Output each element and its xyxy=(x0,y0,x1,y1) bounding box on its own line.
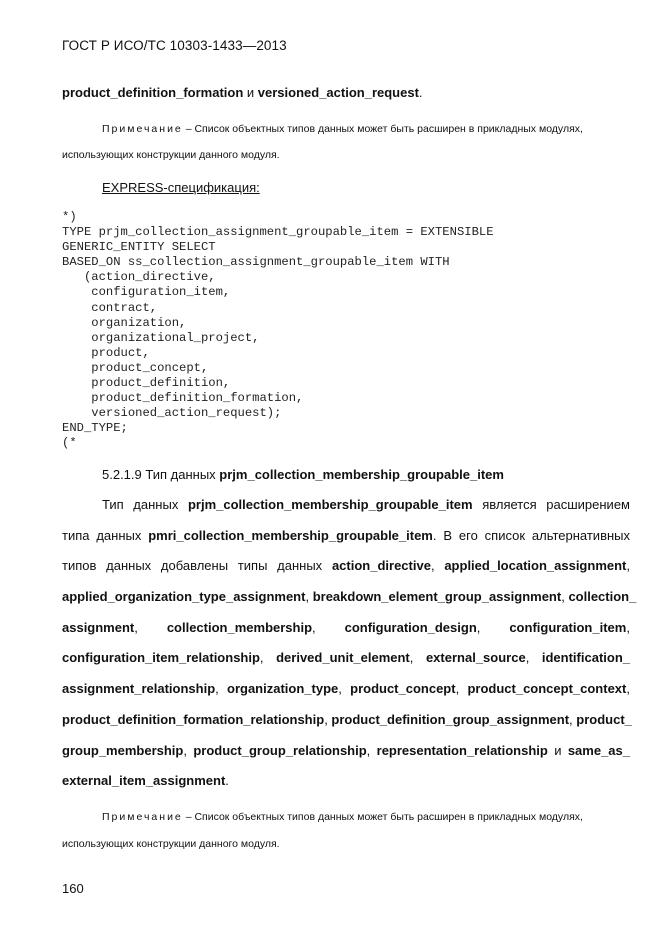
text-run: Тип данных xyxy=(102,497,188,512)
express-code-block: *) TYPE prjm_collection_assignment_groupable_item = EXTENSIBLE GENERIC_ENTITY SELECT BASED_ON ss_collection_assignment_groupable_item WITH (action_directive, configuration_item, contract, organization, organizational_project, product, product_concept, product_definition, product_definition_formation, versioned_action_request); END_TYPE; (* xyxy=(62,210,494,451)
text-run: типов данных добавлены типы данных xyxy=(62,558,332,574)
entity-name: representation_relationship xyxy=(376,742,548,758)
entity-name: configuration_design xyxy=(344,619,477,635)
paragraph-line-2 xyxy=(62,521,630,552)
text-run: . xyxy=(225,773,229,789)
text-run: , xyxy=(430,558,445,574)
entity-name: product_concept xyxy=(350,681,456,697)
note-1-label: Примечание xyxy=(102,123,183,135)
text-run: , xyxy=(324,711,332,727)
section-heading xyxy=(102,467,504,482)
paragraph-line-6 xyxy=(62,643,630,674)
text-run: , xyxy=(626,681,630,697)
entity-name: assignment_relationship xyxy=(62,681,216,697)
page-number: 160 xyxy=(62,881,84,896)
entity-name: applied_location_assignment xyxy=(444,558,627,574)
text-run: , xyxy=(338,681,351,697)
note-2-line-2: использующих конструкции данного модуля. xyxy=(62,838,280,850)
text-run: . В его список альтернативных xyxy=(432,527,630,543)
paragraph-line-3 xyxy=(62,551,630,582)
text-run: , xyxy=(626,619,630,635)
note-2-label: Примечание xyxy=(102,811,183,823)
paragraph-line-8 xyxy=(62,705,630,736)
text-run: , xyxy=(455,681,468,697)
note-1-line-1 xyxy=(102,123,583,135)
text-run: , xyxy=(409,650,426,666)
body-paragraph xyxy=(62,490,637,797)
paragraph-line-10 xyxy=(62,766,630,797)
intro-text-2: . xyxy=(418,85,423,100)
note-2-line-1 xyxy=(102,811,583,823)
paragraph-line-9 xyxy=(62,736,630,767)
text-run: , xyxy=(215,681,228,697)
entity-name: product_group_relationship xyxy=(193,742,367,758)
entity-name: pmri_collection_membership_groupable_item xyxy=(148,527,433,543)
text-run: , xyxy=(305,589,313,605)
entity-name: configuration_item xyxy=(509,619,627,635)
text-run: , xyxy=(366,742,377,758)
entity-name: identification_ xyxy=(541,650,630,666)
entity-name: same_as_ xyxy=(567,742,630,758)
text-run: является расширением xyxy=(472,497,630,512)
note-1-line-2: использующих конструкции данного модуля. xyxy=(62,149,280,161)
paragraph-line-4 xyxy=(62,582,637,613)
note-2-text: – Список объектных типов данных может быть расширен в прикладных модулях, xyxy=(182,811,583,823)
intro-term-2: versioned_action_request xyxy=(257,85,419,100)
entity-name: derived_unit_element xyxy=(276,650,410,666)
page-header: ГОСТ Р ИСО/ТС 10303-1433—2013 xyxy=(62,38,287,53)
text-run: , xyxy=(476,619,510,635)
text-run: и xyxy=(547,742,568,758)
text-run: , xyxy=(312,619,345,635)
text-run: , xyxy=(569,711,577,727)
entity-name: action_directive xyxy=(331,558,431,574)
section-number: 5.2.1.9 xyxy=(102,467,142,482)
paragraph-line-1 xyxy=(62,490,630,521)
entity-name: collection_membership xyxy=(166,619,313,635)
intro-text-1: и xyxy=(243,85,258,100)
intro-line xyxy=(62,85,423,100)
entity-name: group_membership xyxy=(62,742,184,758)
entity-name: assignment xyxy=(62,619,135,635)
text-run: , xyxy=(259,650,277,666)
text-run: , xyxy=(626,558,630,574)
text-run: , xyxy=(134,619,167,635)
text-run: , xyxy=(561,589,569,605)
section-name: prjm_collection_membership_groupable_item xyxy=(219,467,504,482)
entity-name: collection_ xyxy=(568,589,637,605)
paragraph-line-5 xyxy=(62,613,630,644)
entity-name: organization_type xyxy=(227,681,339,697)
entity-name: external_item_assignment xyxy=(62,773,226,789)
intro-term-1: product_definition_formation xyxy=(62,85,244,100)
entity-name: breakdown_element_group_assignment xyxy=(312,589,562,605)
express-label: EXPRESS-спецификация: xyxy=(102,180,260,195)
entity-name: applied_organization_type_assignment xyxy=(62,589,306,605)
entity-name: external_source xyxy=(425,650,526,666)
text-run: типа данных xyxy=(62,527,149,543)
entity-name: prjm_collection_membership_groupable_item xyxy=(187,497,473,512)
entity-name: product_definition_group_assignment xyxy=(331,711,570,727)
entity-name: product_definition_formation_relationship xyxy=(62,711,325,727)
text-run: , xyxy=(525,650,542,666)
paragraph-line-7 xyxy=(62,674,630,705)
note-1-text: – Список объектных типов данных может быть расширен в прикладных модулях, xyxy=(182,123,583,135)
entity-name: product_concept_context xyxy=(467,681,627,697)
section-title: Тип данных xyxy=(141,467,220,482)
entity-name: product_ xyxy=(576,711,632,727)
entity-name: configuration_item_relationship xyxy=(62,650,260,666)
text-run: , xyxy=(183,742,194,758)
